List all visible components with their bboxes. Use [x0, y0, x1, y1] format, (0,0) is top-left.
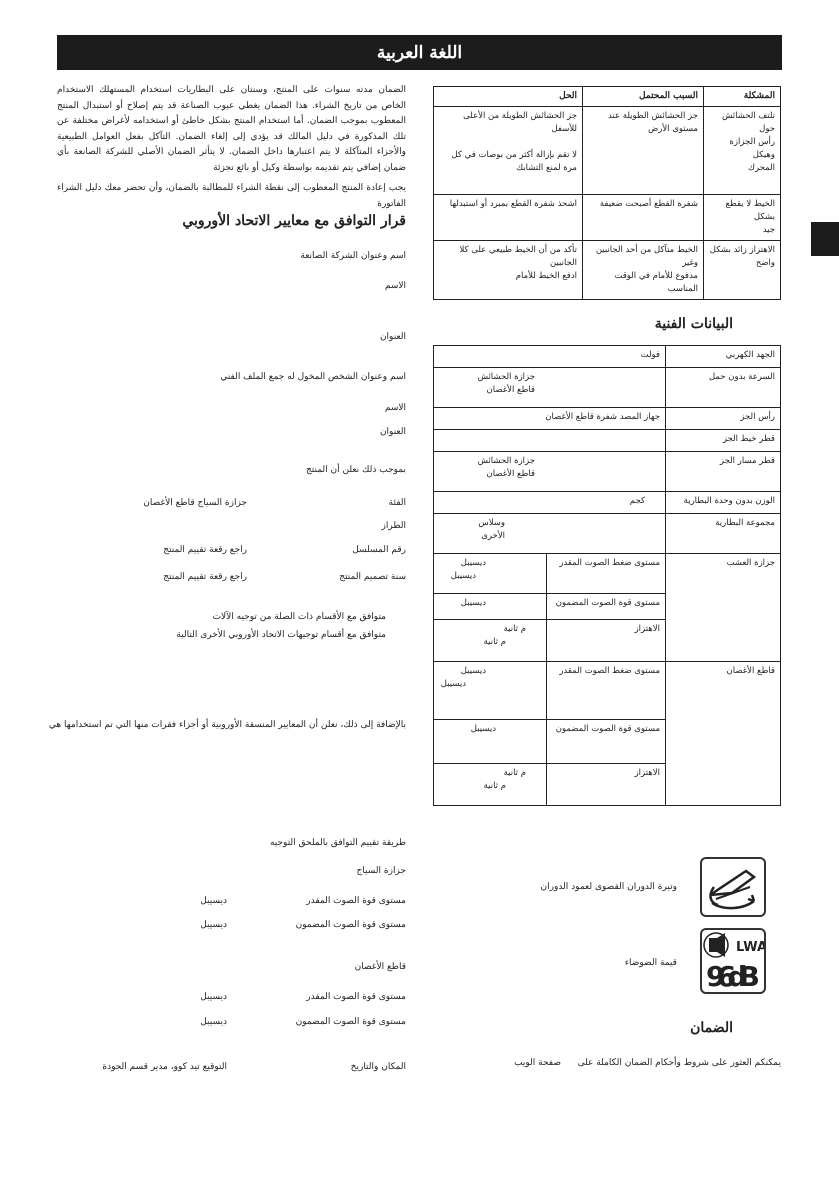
spec-value: [434, 368, 666, 408]
page-header: [57, 35, 782, 70]
problem-cell: الخيط لا يقطع بشكل جيد: [704, 195, 781, 241]
warranty-paragraph: الضمان مدته سنوات على المنتج، وسنتان على البطاريات استخدام المستهلك الاستخدام الخاص من تاريخ الشراء. هذا الضمان يغطي عيوب الصناعة قد يتم إصلاح أو استبدال المنتج المعطوب بموجب الضمان. أما استخدام المنتج بشكل خاطئ أو استخدامه لأغراض مختلفة عن تلك المذكورة في دليل المالك قد يؤدي إلى إلغاء الضمان. التآكل بفعل العوامل الطبيعية والأجزاء المتآكلة لا يتم اعتبارها داخل الضمان. لا يتأثر الضمان الأصلي للشركة الصانعة بأي ضمان إضافي يتم تقديمه بواسطة وكيل أو بائع تجزئة: [57, 85, 406, 173]
language-tab-marker: [811, 222, 839, 256]
address-label-2: العنوان: [379, 427, 406, 437]
table-row: [434, 554, 781, 594]
year-value: راجع رقعة تقييم المنتج: [163, 572, 247, 582]
manufacturer-label: اسم وعنوان الشركة الصانعة: [300, 251, 406, 261]
warranty-title: الضمان: [690, 1020, 733, 1036]
table-row: [434, 430, 781, 452]
branch-measured-value: ديسيبل: [200, 992, 227, 1002]
swl-label: مستوى قوة الصوت المضمون: [547, 594, 666, 620]
category-label: الفئة: [388, 498, 406, 508]
assessment-method: طريقة تقييم التوافق بالملحق التوجيه: [269, 838, 406, 848]
spec-label: السرعة بدون حمل: [666, 368, 781, 408]
return-note: يجب إعادة المنتج المعطوب إلى نقطة الشراء للمطالبة بالضمان، وأن تحضر معك دليل الشراء الفاتورة: [57, 183, 406, 209]
col-problem: المشكلة: [704, 87, 781, 107]
table-row: [434, 241, 781, 300]
hedge-measured-value: ديسيبل: [200, 896, 227, 906]
table-row: [434, 107, 781, 195]
spec-value: [434, 514, 666, 554]
spec-value: فولت: [434, 346, 666, 368]
noise-icon: [700, 928, 766, 994]
spec-label: مجموعة البطارية: [666, 514, 781, 554]
hedge-trimmer-label: جزازة السياج: [356, 866, 406, 876]
path-grass: جزازة الحشائش: [477, 456, 535, 466]
table-row: [434, 452, 781, 492]
path-branch: قاطع الأغصان: [486, 469, 535, 479]
solution-cell: اشحذ شفرة القطع بمبرد أو استبدلها: [434, 195, 583, 241]
battery-line2: الأخرى: [481, 531, 505, 541]
comply-1: متوافق مع الأقسام ذات الصلة من توجيه الآلات: [212, 612, 386, 622]
vib-value: م ثانية م ثانية: [434, 620, 547, 662]
rpm-icon: [700, 857, 766, 917]
spec-label: الوزن بدون وحدة البطارية: [666, 492, 781, 514]
hedge-guaranteed-label: مستوى قوة الصوت المضمون: [295, 920, 406, 930]
hedge-measured-label: مستوى قوة الصوت المقدر: [306, 896, 406, 906]
spl-label: مستوى ضغط الصوت المقدر: [547, 554, 666, 594]
vib-label: الاهتزاز: [547, 620, 666, 662]
spec-value: كجم: [434, 492, 666, 514]
branch-guaranteed-label: مستوى قوة الصوت المضمون: [295, 1017, 406, 1027]
warranty-site: صفحة الويب: [514, 1058, 561, 1068]
name-label: الاسم: [384, 281, 406, 291]
comply-2: متوافق مع أقسام توجيهات الاتحاد الأوروبي الأخرى التالية: [176, 630, 386, 640]
spec-value: جهاز المصد شفرة قاطع الأغصان: [434, 408, 666, 430]
table-row: [434, 514, 781, 554]
swl-value: ديسيبل: [434, 720, 547, 764]
spec-label: رأس الجز: [666, 408, 781, 430]
spec-label: جزازة العشب: [666, 554, 781, 662]
problem-cell: تلتف الحشائش حول رأس الجزازة وهيكل المحرك: [704, 107, 781, 195]
swl-label: مستوى قوة الصوت المضمون: [547, 720, 666, 764]
declare-text: بموجب ذلك نعلن أن المنتج: [305, 465, 406, 475]
serial-value: راجع رقعة تقييم المنتج: [163, 545, 247, 555]
swl-value: ديسيبل: [434, 594, 547, 620]
noise-text: قيمة الضوضاء: [624, 958, 677, 968]
spl-label: مستوى ضغط الصوت المقدر: [547, 662, 666, 720]
table-row: [434, 662, 781, 720]
spec-value: [434, 452, 666, 492]
noload-grass: جزازة الحشائش: [477, 372, 535, 382]
spec-label: قطر مسار الجز: [666, 452, 781, 492]
serial-label: رقم المسلسل: [352, 545, 406, 555]
vib-label: الاهتزاز: [547, 764, 666, 806]
branch-cutter-label: قاطع الأغصان: [354, 962, 406, 972]
cause-cell: شفرة القطع أصبحت ضعيفة: [583, 195, 704, 241]
ce-title: قرار التوافق مع معايير الاتحاد الأوروبي: [182, 213, 406, 229]
spl-value: ديسيبل ديسيبل: [434, 662, 547, 720]
signature-label: التوقيع تيد كوو، مدير قسم الجودة: [102, 1062, 227, 1072]
model-label: الطراز: [381, 521, 406, 531]
address-label: العنوان: [379, 332, 406, 342]
spec-label: قطر خيط الجز: [666, 430, 781, 452]
warranty-text: يمكنكم العثور على شروط وأحكام الضمان الكاملة على: [577, 1058, 781, 1068]
noise-value: 96dB: [706, 960, 760, 992]
troubleshooting-table: [433, 86, 781, 300]
table-row: [434, 492, 781, 514]
cause-cell: الخيط متآكل من أحد الجانبين وغير مدفوع للأمام في الوقت المناسب: [583, 241, 704, 300]
spec-label: قاطع الأغصان: [666, 662, 781, 806]
specs-table: [433, 345, 781, 806]
problem-cell: الاهتزاز زائد بشكل واضح: [704, 241, 781, 300]
battery-line1: وسلاس: [478, 518, 505, 528]
header-title: اللغة العربية: [376, 42, 463, 63]
specs-title: البيانات الفنية: [654, 316, 733, 332]
branch-guaranteed-value: ديسيبل: [200, 1017, 227, 1027]
table-header-row: [434, 87, 781, 107]
hedge-guaranteed-value: ديسيبل: [200, 920, 227, 930]
spl-value: ديسيبل ديسيبل: [434, 554, 547, 594]
col-cause: السبب المحتمل: [583, 87, 704, 107]
branch-measured-label: مستوى قوة الصوت المقدر: [306, 992, 406, 1002]
table-row: [434, 346, 781, 368]
table-row: [434, 195, 781, 241]
authorized-label: اسم وعنوان الشخص المخول له جمع الملف الفني: [220, 372, 406, 382]
additional-standards: بالإضافة إلى ذلك، نعلن أن المعايير المنسقة الأوروبية أو أجزاء فقرات منها التي تم استخدامها هي: [48, 720, 406, 730]
solution-cell: تأكد من أن الخيط طبيعي على كلا الجانبين ادفع الخيط للأمام: [434, 241, 583, 300]
spec-label: الجهد الكهربي: [666, 346, 781, 368]
noload-branch: قاطع الأغصان: [486, 385, 535, 395]
rpm-text: وتيرة الدوران القصوى لعمود الدوران: [540, 882, 677, 892]
spec-value: [434, 430, 666, 452]
cause-cell: جز الحشائش الطويلة عند مستوى الأرض: [583, 107, 704, 195]
col-solution: الحل: [434, 87, 583, 107]
table-row: [434, 408, 781, 430]
year-label: سنة تصميم المنتج: [339, 572, 406, 582]
place-date-label: المكان والتاريخ: [350, 1062, 406, 1072]
name-label-2: الاسم: [384, 403, 406, 413]
vib-value: م ثانية م ثانية: [434, 764, 547, 806]
category-value: جزازة السياج قاطع الأغصان: [143, 498, 247, 508]
noise-lwa-label: LWA: [736, 940, 764, 955]
solution-cell: جز الحشائش الطويلة من الأعلى للأسفل لا تقم بإزالة أكثر من بوصات في كل مرة لمنع التشابك: [434, 107, 583, 195]
table-row: [434, 368, 781, 408]
